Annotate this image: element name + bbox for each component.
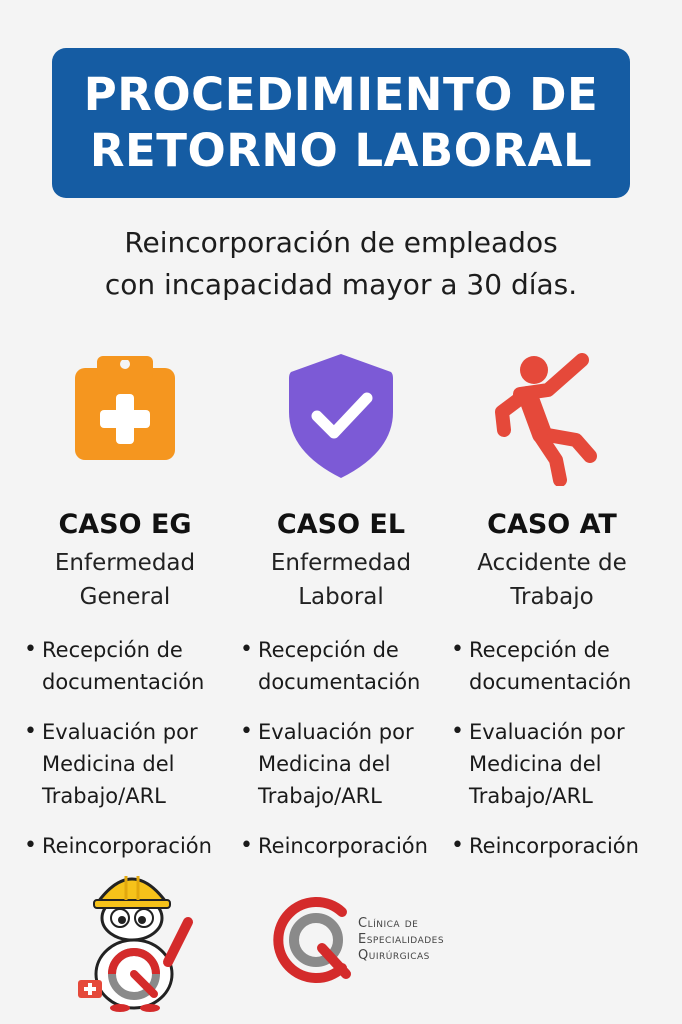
- page-subtitle: [0, 222, 682, 306]
- clinic-logo-text: [358, 916, 444, 964]
- case-title: CASO EL: [276, 509, 406, 540]
- case-subtitle-line-2: Trabajo: [510, 584, 594, 610]
- logo-text-line-3: Quirúrgicas: [358, 948, 430, 963]
- list-item: • Recepción de documentación: [236, 634, 446, 698]
- list-item: • Evaluación por Medicina del Trabajo/ARL: [447, 716, 657, 812]
- logo-text-line-1: Clínica de: [358, 916, 419, 931]
- title-banner: [52, 48, 630, 198]
- list-item: • Evaluación por Medicina del Trabajo/ARL: [236, 716, 446, 812]
- mascot-hardhat-icon: [70, 862, 200, 1012]
- case-subtitle-line-1: Enfermedad: [54, 550, 196, 576]
- case-subtitle: [236, 546, 446, 614]
- list-item: • Reincorporación: [20, 830, 230, 862]
- clinic-logo: [266, 890, 486, 990]
- page-title-line-2: RETORNO LABORAL: [89, 124, 593, 177]
- case-column-eg: [20, 350, 230, 880]
- steps-list: [447, 634, 657, 862]
- clipboard-medical-icon: [69, 350, 181, 462]
- list-item: • Reincorporación: [236, 830, 446, 862]
- case-subtitle-line-1: Accidente de: [477, 550, 627, 576]
- list-item: • Recepción de documentación: [20, 634, 230, 698]
- case-subtitle-line-1: Enfermedad: [270, 550, 412, 576]
- case-column-el: [236, 350, 446, 880]
- case-subtitle: [20, 546, 230, 614]
- case-title: CASO AT: [487, 509, 617, 540]
- subtitle-line-2: con incapacidad mayor a 30 días.: [104, 268, 578, 301]
- falling-person-icon: [490, 350, 614, 486]
- case-subtitle: [447, 546, 657, 614]
- case-title: CASO EG: [58, 509, 192, 540]
- steps-list: [236, 634, 446, 862]
- steps-list: [20, 634, 230, 862]
- list-item: • Reincorporación: [447, 830, 657, 862]
- clinic-logo-icon: [266, 890, 358, 990]
- case-subtitle-line-2: Laboral: [298, 584, 384, 610]
- list-item: • Evaluación por Medicina del Trabajo/ARL: [20, 716, 230, 812]
- list-item: • Recepción de documentación: [447, 634, 657, 698]
- logo-text-line-2: Especialidades: [358, 932, 445, 947]
- page-title-line-1: PROCEDIMIENTO DE: [83, 68, 599, 121]
- subtitle-line-1: Reincorporación de empleados: [124, 226, 558, 259]
- case-subtitle-line-2: General: [79, 584, 171, 610]
- shield-check-icon: [283, 350, 399, 482]
- case-column-at: [447, 350, 657, 880]
